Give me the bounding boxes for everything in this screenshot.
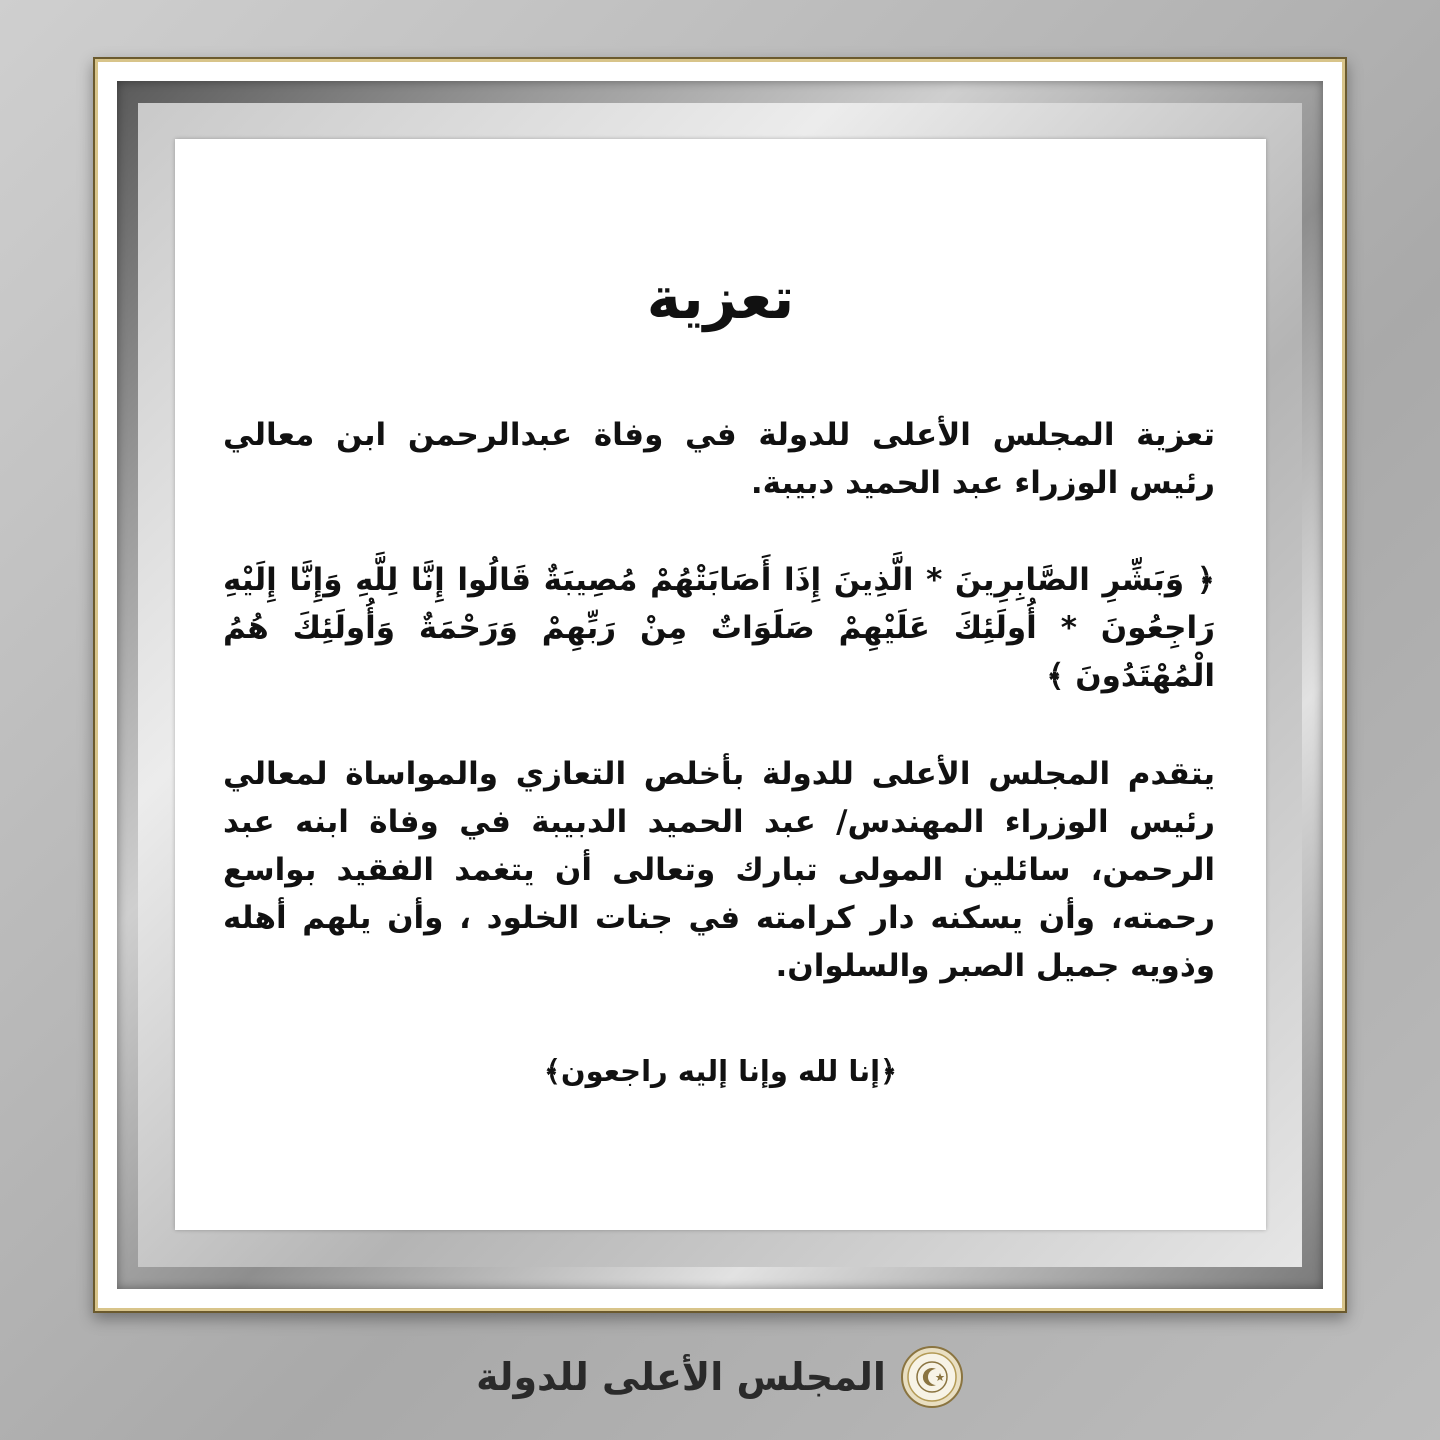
intro-paragraph: تعزية المجلس الأعلى للدولة في وفاة عبدالرحمن ابن معالي رئيس الوزراء عبد الحميد دبيبة.: [223, 417, 1215, 501]
closing-phrase: ﴿إنا لله وإنا إليه راجعون﴾: [543, 1054, 898, 1088]
organization-name: المجلس الأعلى للدولة: [476, 1355, 886, 1399]
condolence-paragraph: يتقدم المجلس الأعلى للدولة بأخلص التعازي والمواساة لمعالي رئيس الوزراء المهندس/ عبد الحميد الدبيبة في وفاة ابنه عبد الرحمن، سائلين المولى تبارك وتعالى أن يتغمد الفقيد بواسع رحمته، وأن يسكنه دار كرامته في جنات الخلود ، وأن يلهم أهله وذويه جميل الصبر والسلوان.: [223, 756, 1215, 984]
state-council-emblem-icon: [900, 1345, 964, 1409]
page-title: تعزية: [646, 264, 795, 332]
quran-verse-paragraph: ﴿ وَبَشِّرِ الصَّابِرِينَ * الَّذِينَ إِذَا أَصَابَتْهُمْ مُصِيبَةٌ قَالُوا إِنَّا لِلَّهِ وَإِنَّا إِلَيْهِ رَاجِعُونَ * أُولَئِكَ عَلَيْهِمْ صَلَوَاتٌ مِنْ رَبِّهِمْ وَرَحْمَةٌ وَأُولَئِكَ هُمُ الْمُهْتَدُونَ ﴾: [223, 562, 1215, 694]
condolence-card: [175, 139, 1266, 1230]
footer-signature: [460, 1342, 980, 1412]
